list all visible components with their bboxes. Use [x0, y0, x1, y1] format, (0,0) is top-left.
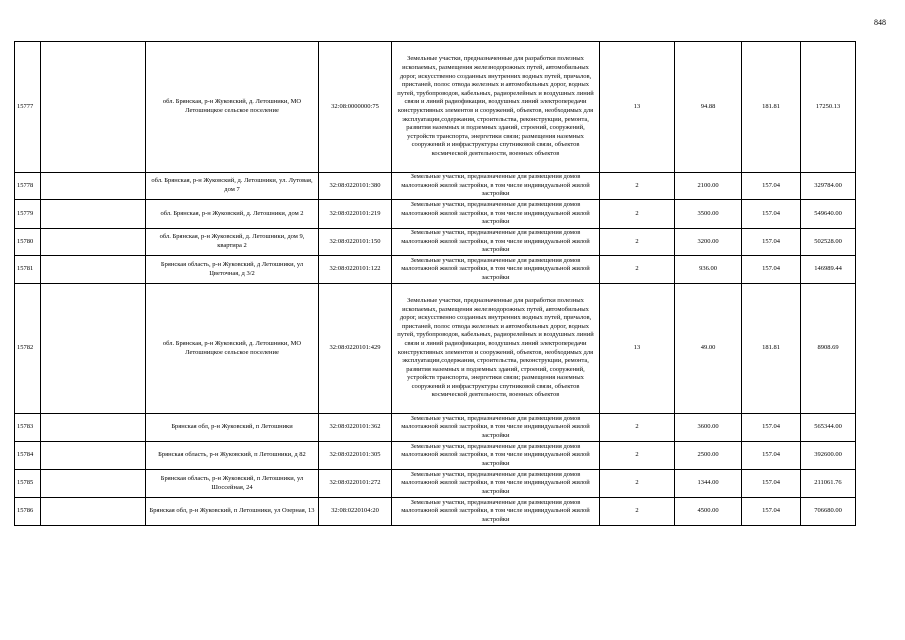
empty-cell	[41, 442, 146, 470]
cadastral-number-cell: 32:08:0220101:150	[319, 229, 392, 256]
cadastral-number-cell: 32:08:0220104:20	[319, 498, 392, 526]
cadastral-value-cell: 8908.69	[801, 284, 856, 414]
rate-cell: 157.04	[742, 200, 801, 229]
group-code-cell: 2	[600, 442, 675, 470]
land-use-cell: Земельные участки, предназначенные для размещения домов малоэтажной жилой застройки, в том числе индивидуальной жилой застройки	[392, 173, 600, 200]
land-use-cell: Земельные участки, предназначенные для размещения домов малоэтажной жилой застройки, в том числе индивидуальной жилой застройки	[392, 498, 600, 526]
address-cell: Брянская обл, р-н Жуковский, п Летошники, ул Озерная, 13	[146, 498, 319, 526]
area-cell: 3200.00	[675, 229, 742, 256]
group-code-cell: 13	[600, 42, 675, 173]
area-cell: 49.00	[675, 284, 742, 414]
area-cell: 2100.00	[675, 173, 742, 200]
land-use-cell: Земельные участки, предназначенные для разработки полезных ископаемых, размещения железнодорожных путей, автомобильных дорог, искусственно созданных внутренних водных путей, причалов, пристаней, полос отвода железных и автомобильных дорог, водных путей, трубопроводов, кабельных, радиорелейных и воздушных линий связи и линий радиофикации, воздушных линий электропередачи конструктивных элементов и сооружений, объектов, необходимых для эксплуатации,содержания, строительства, реконструкции, ремонта, развития наземных и подземных зданий, строений, сооружений, устройств транспорта, энергетики связи; размещения наземных сооружений и инфраструктуры спутниковой связи, объектов космической деятельности, военных объектов	[392, 284, 600, 414]
land-use-cell: Земельные участки, предназначенные для размещения домов малоэтажной жилой застройки, в том числе индивидуальной жилой застройки	[392, 256, 600, 284]
empty-cell	[41, 284, 146, 414]
rate-cell: 181.81	[742, 42, 801, 173]
cadastral-number-cell: 32:08:0000000:75	[319, 42, 392, 173]
cadastral-number-cell: 32:08:0220101:380	[319, 173, 392, 200]
address-cell: обл. Брянская, р-н Жуковский, д. Летошники, МО Летошницкое сельское поселение	[146, 42, 319, 173]
rate-cell: 181.81	[742, 284, 801, 414]
row-id: 15777	[15, 42, 41, 173]
table-row	[15, 414, 856, 442]
table-row	[15, 200, 856, 229]
land-use-cell: Земельные участки, предназначенные для размещения домов малоэтажной жилой застройки, в том числе индивидуальной жилой застройки	[392, 414, 600, 442]
table-row	[15, 498, 856, 526]
table-row	[15, 442, 856, 470]
empty-cell	[41, 256, 146, 284]
cadastral-value-cell: 565344.00	[801, 414, 856, 442]
cadastral-number-cell: 32:08:0220101:429	[319, 284, 392, 414]
row-id: 15786	[15, 498, 41, 526]
cadastral-number-cell: 32:08:0220101:362	[319, 414, 392, 442]
table-row	[15, 256, 856, 284]
page-number: 848	[874, 18, 886, 27]
row-id: 15783	[15, 414, 41, 442]
group-code-cell: 13	[600, 284, 675, 414]
cadastral-number-cell: 32:08:0220101:122	[319, 256, 392, 284]
group-code-cell: 2	[600, 173, 675, 200]
empty-cell	[41, 173, 146, 200]
row-id: 15778	[15, 173, 41, 200]
empty-cell	[41, 498, 146, 526]
area-cell: 1344.00	[675, 470, 742, 498]
address-cell: Брянская обл, р-н Жуковский, п Летошники	[146, 414, 319, 442]
rate-cell: 157.04	[742, 414, 801, 442]
cadastral-value-cell: 329784.00	[801, 173, 856, 200]
rate-cell: 157.04	[742, 442, 801, 470]
area-cell: 94.88	[675, 42, 742, 173]
area-cell: 4500.00	[675, 498, 742, 526]
land-use-cell: Земельные участки, предназначенные для размещения домов малоэтажной жилой застройки, в том числе индивидуальной жилой застройки	[392, 200, 600, 229]
address-cell: Брянская область, р-н Жуковский, п Летошники, ул Шоссейная, 24	[146, 470, 319, 498]
address-cell: обл. Брянская, р-н Жуковский, д. Летошники, ул. Лутовая, дом 7	[146, 173, 319, 200]
rate-cell: 157.04	[742, 229, 801, 256]
land-use-cell: Земельные участки, предназначенные для размещения домов малоэтажной жилой застройки, в том числе индивидуальной жилой застройки	[392, 229, 600, 256]
address-cell: Брянская область, р-н Жуковский, п Летошники, д 82	[146, 442, 319, 470]
area-cell: 936.00	[675, 256, 742, 284]
empty-cell	[41, 414, 146, 442]
area-cell: 3500.00	[675, 200, 742, 229]
group-code-cell: 2	[600, 498, 675, 526]
row-id: 15782	[15, 284, 41, 414]
area-cell: 3600.00	[675, 414, 742, 442]
group-code-cell: 2	[600, 200, 675, 229]
cadastral-number-cell: 32:08:0220101:272	[319, 470, 392, 498]
rate-cell: 157.04	[742, 470, 801, 498]
rate-cell: 157.04	[742, 256, 801, 284]
group-code-cell: 2	[600, 256, 675, 284]
group-code-cell: 2	[600, 470, 675, 498]
cadastral-value-cell: 146989.44	[801, 256, 856, 284]
cadastral-number-cell: 32:08:0220101:305	[319, 442, 392, 470]
empty-cell	[41, 229, 146, 256]
cadastral-value-cell: 392600.00	[801, 442, 856, 470]
table-row	[15, 470, 856, 498]
row-id: 15785	[15, 470, 41, 498]
row-id: 15780	[15, 229, 41, 256]
empty-cell	[41, 200, 146, 229]
group-code-cell: 2	[600, 414, 675, 442]
table-row	[15, 229, 856, 256]
row-id: 15784	[15, 442, 41, 470]
cadastral-number-cell: 32:08:0220101:219	[319, 200, 392, 229]
address-cell: обл. Брянская, р-н Жуковский, д. Летошники, дом 9, квартира 2	[146, 229, 319, 256]
area-cell: 2500.00	[675, 442, 742, 470]
row-id: 15781	[15, 256, 41, 284]
land-use-cell: Земельные участки, предназначенные для разработки полезных ископаемых, размещения железнодорожных путей, автомобильных дорог, искусственно созданных внутренних водных путей, причалов, пристаней, полос отвода железных и автомобильных дорог, водных путей, трубопроводов, кабельных, радиорелейных и воздушных линий связи и линий радиофикации, воздушных линий электропередачи конструктивных элементов и сооружений, объектов, необходимых для эксплуатации,содержания, строительства, реконструкции, ремонта, развития наземных и подземных зданий, строений, сооружений, устройств транспорта, энергетики связи; размещения наземных сооружений и инфраструктуры спутниковой связи, объектов космической деятельности, военных объектов	[392, 42, 600, 173]
cadastral-value-cell: 211061.76	[801, 470, 856, 498]
address-cell: обл. Брянская, р-н Жуковский, д. Летошники, дом 2	[146, 200, 319, 229]
rate-cell: 157.04	[742, 173, 801, 200]
table-row	[15, 173, 856, 200]
group-code-cell: 2	[600, 229, 675, 256]
table-row	[15, 284, 856, 414]
address-cell: обл. Брянская, р-н Жуковский, д. Летошники, МО Летошницкое сельское поселение	[146, 284, 319, 414]
cadastral-value-cell: 502528.00	[801, 229, 856, 256]
table-row	[15, 42, 856, 173]
empty-cell	[41, 470, 146, 498]
land-use-cell: Земельные участки, предназначенные для размещения домов малоэтажной жилой застройки, в том числе индивидуальной жилой застройки	[392, 442, 600, 470]
row-id: 15779	[15, 200, 41, 229]
address-cell: Брянская область, р-н Жуковский, д Летошники, ул Цветочная, д 3/2	[146, 256, 319, 284]
cadastral-value-cell: 706680.00	[801, 498, 856, 526]
cadastral-value-cell: 17250.13	[801, 42, 856, 173]
land-use-cell: Земельные участки, предназначенные для размещения домов малоэтажной жилой застройки, в том числе индивидуальной жилой застройки	[392, 470, 600, 498]
cadastral-value-cell: 549640.00	[801, 200, 856, 229]
rate-cell: 157.04	[742, 498, 801, 526]
land-register-table	[14, 41, 856, 526]
empty-cell	[41, 42, 146, 173]
